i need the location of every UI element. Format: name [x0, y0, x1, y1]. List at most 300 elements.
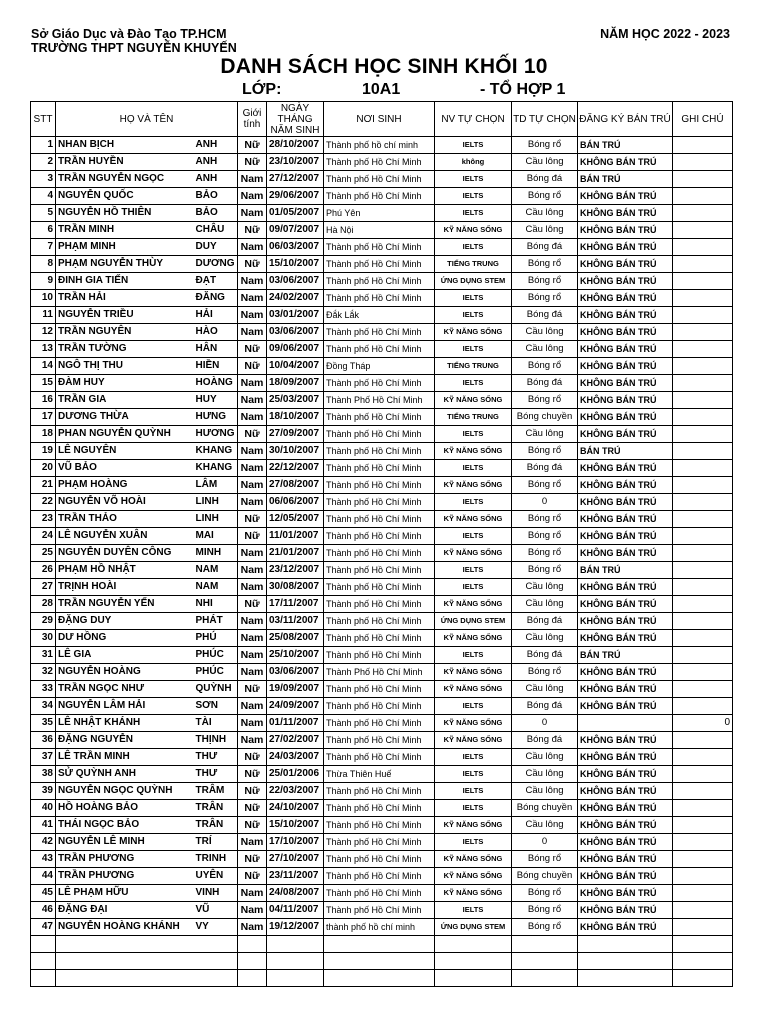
cell-given-name: MINH [194, 545, 238, 562]
cell-dob: 18/09/2007 [267, 375, 324, 392]
cell-td: Bóng rổ [512, 256, 578, 273]
cell-given-name: VY [194, 919, 238, 936]
cell-td: Bóng đá [512, 239, 578, 256]
cell-surname: TRẦN PHƯƠNG [56, 868, 194, 885]
cell-boarding: KHÔNG BÁN TRÚ [578, 307, 673, 324]
cell-boarding: KHÔNG BÁN TRÚ [578, 477, 673, 494]
cell-stt [31, 936, 56, 953]
table-row [31, 273, 733, 290]
cell-stt: 12 [31, 324, 56, 341]
cell-nv: KỸ NĂNG SỐNG [435, 443, 512, 460]
cell-gender: Nam [238, 919, 267, 936]
cell-gender: Nam [238, 324, 267, 341]
cell-birthplace: Thừa Thiên Huế [324, 766, 435, 783]
cell-nv: IELTS [435, 902, 512, 919]
cell-birthplace: Thành phố Hồ Chí Minh [324, 562, 435, 579]
cell-birthplace: Thành phố Hồ Chí Minh [324, 749, 435, 766]
table-row [31, 766, 733, 783]
cell-nv: IELTS [435, 766, 512, 783]
table-row [31, 902, 733, 919]
cell-stt: 9 [31, 273, 56, 290]
cell-surname: NGUYỄN TRIỀU [56, 307, 194, 324]
cell-given-name: TRÂN [194, 817, 238, 834]
cell-td: 0 [512, 715, 578, 732]
cell-given-name [194, 953, 238, 970]
cell-note [673, 358, 733, 375]
cell-gender [238, 970, 267, 987]
cell-birthplace: Thành phố Hồ Chí Minh [324, 460, 435, 477]
cell-nv: IELTS [435, 137, 512, 154]
table-row [31, 307, 733, 324]
cell-birthplace: Thành phố Hồ Chí Minh [324, 817, 435, 834]
cell-note [673, 477, 733, 494]
cell-boarding: BÁN TRÚ [578, 647, 673, 664]
cell-birthplace: Thành phố Hồ Chí Minh [324, 273, 435, 290]
cell-td: Bóng rổ [512, 902, 578, 919]
cell-given-name: ĐĂNG [194, 290, 238, 307]
cell-nv [435, 936, 512, 953]
table-row [31, 443, 733, 460]
cell-td: Bóng rổ [512, 851, 578, 868]
cell-surname: TRẦN NGUYỄN YẾN [56, 596, 194, 613]
cell-dob: 10/04/2007 [267, 358, 324, 375]
cell-note [673, 307, 733, 324]
cell-dob: 03/06/2007 [267, 324, 324, 341]
cell-surname: THÁI NGỌC BẢO [56, 817, 194, 834]
cell-stt: 39 [31, 783, 56, 800]
cell-birthplace: Thành Phố Hồ Chí Minh [324, 664, 435, 681]
cell-surname: LÊ TRẦN MINH [56, 749, 194, 766]
cell-given-name: HƯNG [194, 409, 238, 426]
cell-nv: TIẾNG TRUNG [435, 358, 512, 375]
cell-birthplace: Thành phố Hồ Chí Minh [324, 800, 435, 817]
cell-note [673, 545, 733, 562]
cell-birthplace: Thành phố Hồ Chí Minh [324, 715, 435, 732]
cell-surname: TRẦN NGUYÊN [56, 324, 194, 341]
cell-td: Cầu lông [512, 630, 578, 647]
student-table [30, 101, 733, 987]
cell-note [673, 154, 733, 171]
table-row [31, 647, 733, 664]
cell-td: Bóng rổ [512, 273, 578, 290]
cell-surname: VŨ BẢO [56, 460, 194, 477]
cell-boarding: KHÔNG BÁN TRÚ [578, 885, 673, 902]
cell-given-name: TRINH [194, 851, 238, 868]
cell-gender: Nam [238, 188, 267, 205]
cell-boarding: KHÔNG BÁN TRÚ [578, 256, 673, 273]
cell-dob: 01/05/2007 [267, 205, 324, 222]
cell-boarding [578, 715, 673, 732]
cell-surname: TRỊNH HOÀI [56, 579, 194, 596]
table-row [31, 358, 733, 375]
cell-boarding: KHÔNG BÁN TRÚ [578, 732, 673, 749]
cell-td: Cầu lông [512, 681, 578, 698]
table-row [31, 222, 733, 239]
cell-boarding: KHÔNG BÁN TRÚ [578, 868, 673, 885]
cell-dob: 25/03/2007 [267, 392, 324, 409]
table-row [31, 324, 733, 341]
cell-boarding: KHÔNG BÁN TRÚ [578, 154, 673, 171]
table-row [31, 154, 733, 171]
cell-birthplace: Hà Nội [324, 222, 435, 239]
table-row [31, 562, 733, 579]
cell-nv: IELTS [435, 528, 512, 545]
cell-nv: IELTS [435, 171, 512, 188]
cell-given-name: VŨ [194, 902, 238, 919]
cell-dob: 19/12/2007 [267, 919, 324, 936]
cell-gender: Nam [238, 494, 267, 511]
cell-birthplace: Thành phố Hồ Chí Minh [324, 545, 435, 562]
cell-surname: PHẠM MINH [56, 239, 194, 256]
cell-surname: LÊ NGUYÊN [56, 443, 194, 460]
cell-boarding: KHÔNG BÁN TRÚ [578, 545, 673, 562]
cell-stt: 33 [31, 681, 56, 698]
cell-note [673, 817, 733, 834]
cell-td [512, 953, 578, 970]
cell-gender: Nữ [238, 511, 267, 528]
cell-stt: 11 [31, 307, 56, 324]
cell-birthplace: Thành phố Hồ Chí Minh [324, 579, 435, 596]
cell-gender: Nam [238, 664, 267, 681]
cell-stt: 4 [31, 188, 56, 205]
cell-boarding: KHÔNG BÁN TRÚ [578, 919, 673, 936]
cell-td: Bóng rổ [512, 511, 578, 528]
cell-nv: IELTS [435, 307, 512, 324]
cell-gender: Nữ [238, 817, 267, 834]
cell-dob: 25/08/2007 [267, 630, 324, 647]
cell-dob: 22/12/2007 [267, 460, 324, 477]
cell-surname: ĐẶNG NGUYỄN [56, 732, 194, 749]
cell-gender: Nam [238, 205, 267, 222]
cell-gender: Nam [238, 392, 267, 409]
cell-nv: IELTS [435, 783, 512, 800]
cell-boarding: BÁN TRÚ [578, 443, 673, 460]
cell-note [673, 137, 733, 154]
cell-surname: TRẦN TƯỜNG [56, 341, 194, 358]
cell-nv: TIẾNG TRUNG [435, 256, 512, 273]
cell-boarding: KHÔNG BÁN TRÚ [578, 375, 673, 392]
cell-stt: 5 [31, 205, 56, 222]
cell-nv: IELTS [435, 647, 512, 664]
cell-nv: IELTS [435, 426, 512, 443]
cell-stt: 41 [31, 817, 56, 834]
cell-boarding: KHÔNG BÁN TRÚ [578, 766, 673, 783]
table-row [31, 392, 733, 409]
cell-dob: 23/10/2007 [267, 154, 324, 171]
cell-stt: 29 [31, 613, 56, 630]
cell-birthplace: Thành phố Hồ Chí Minh [324, 375, 435, 392]
header-name: HỌ VÀ TÊN [56, 102, 238, 137]
cell-nv: TIẾNG TRUNG [435, 409, 512, 426]
class-label: LỚP: [242, 81, 282, 98]
cell-stt: 44 [31, 868, 56, 885]
cell-given-name: ĐẠT [194, 273, 238, 290]
cell-surname: NGUYỄN NGỌC QUỲNH [56, 783, 194, 800]
cell-surname: ĐẶNG ĐẠI [56, 902, 194, 919]
cell-note [673, 460, 733, 477]
cell-dob: 28/10/2007 [267, 137, 324, 154]
cell-boarding: KHÔNG BÁN TRÚ [578, 222, 673, 239]
cell-boarding: KHÔNG BÁN TRÚ [578, 681, 673, 698]
cell-td: Bóng rổ [512, 885, 578, 902]
cell-birthplace: Đắk Lắk [324, 307, 435, 324]
table-row [31, 171, 733, 188]
cell-boarding: KHÔNG BÁN TRÚ [578, 528, 673, 545]
cell-dob: 27/10/2007 [267, 851, 324, 868]
cell-note [673, 290, 733, 307]
cell-td: Bóng đá [512, 307, 578, 324]
table-row [31, 409, 733, 426]
cell-gender: Nam [238, 409, 267, 426]
cell-nv: KỸ NĂNG SỐNG [435, 664, 512, 681]
cell-note [673, 664, 733, 681]
cell-surname: LÊ NHẬT KHÁNH [56, 715, 194, 732]
cell-boarding: KHÔNG BÁN TRÚ [578, 358, 673, 375]
cell-gender: Nam [238, 477, 267, 494]
cell-nv: KỸ NĂNG SỐNG [435, 596, 512, 613]
table-row [31, 239, 733, 256]
cell-given-name: HẢI [194, 307, 238, 324]
cell-nv: KỸ NĂNG SỐNG [435, 817, 512, 834]
cell-given-name: QUỲNH [194, 681, 238, 698]
cell-note [673, 596, 733, 613]
table-row [31, 290, 733, 307]
cell-td: Cầu lông [512, 324, 578, 341]
cell-td: Bóng rổ [512, 664, 578, 681]
cell-td: Bóng rổ [512, 919, 578, 936]
table-row [31, 205, 733, 222]
cell-gender: Nam [238, 562, 267, 579]
cell-boarding: KHÔNG BÁN TRÚ [578, 239, 673, 256]
table-row [31, 715, 733, 732]
cell-td: Cầu lông [512, 222, 578, 239]
header-note: GHI CHÚ [673, 102, 733, 137]
cell-nv: KỸ NĂNG SỐNG [435, 324, 512, 341]
cell-boarding: KHÔNG BÁN TRÚ [578, 494, 673, 511]
cell-stt: 27 [31, 579, 56, 596]
cell-td: Cầu lông [512, 749, 578, 766]
cell-given-name: BẢO [194, 205, 238, 222]
cell-stt: 28 [31, 596, 56, 613]
cell-stt: 7 [31, 239, 56, 256]
cell-td: Cầu lông [512, 596, 578, 613]
cell-note [673, 953, 733, 970]
cell-nv: không [435, 154, 512, 171]
cell-stt: 35 [31, 715, 56, 732]
cell-nv: IELTS [435, 290, 512, 307]
cell-stt: 16 [31, 392, 56, 409]
cell-td: Bóng rổ [512, 545, 578, 562]
table-row [31, 919, 733, 936]
cell-birthplace: Thành phố Hồ Chí Minh [324, 528, 435, 545]
cell-stt: 8 [31, 256, 56, 273]
cell-gender: Nam [238, 630, 267, 647]
cell-boarding: KHÔNG BÁN TRÚ [578, 409, 673, 426]
cell-dob: 30/10/2007 [267, 443, 324, 460]
cell-nv: KỸ NĂNG SỐNG [435, 222, 512, 239]
cell-birthplace: Thành phố Hồ Chí Minh [324, 477, 435, 494]
cell-dob: 23/11/2007 [267, 868, 324, 885]
cell-given-name [194, 936, 238, 953]
cell-td: Bóng rổ [512, 290, 578, 307]
cell-stt: 19 [31, 443, 56, 460]
cell-nv: ỨNG DỤNG STEM [435, 613, 512, 630]
cell-boarding: KHÔNG BÁN TRÚ [578, 392, 673, 409]
cell-birthplace: Thành phố Hồ Chí Minh [324, 443, 435, 460]
cell-given-name: TÀI [194, 715, 238, 732]
cell-birthplace: Đồng Tháp [324, 358, 435, 375]
cell-gender: Nam [238, 715, 267, 732]
cell-dob: 25/01/2006 [267, 766, 324, 783]
cell-dob: 03/06/2007 [267, 664, 324, 681]
cell-note [673, 630, 733, 647]
cell-stt: 46 [31, 902, 56, 919]
cell-birthplace [324, 970, 435, 987]
cell-gender: Nữ [238, 868, 267, 885]
cell-stt: 23 [31, 511, 56, 528]
cell-dob [267, 953, 324, 970]
cell-stt: 10 [31, 290, 56, 307]
cell-birthplace: Thành phố Hồ Chí Minh [324, 290, 435, 307]
cell-boarding: KHÔNG BÁN TRÚ [578, 290, 673, 307]
cell-surname: NGUYỄN HOÀNG KHÁNH [56, 919, 194, 936]
cell-nv: IELTS [435, 460, 512, 477]
table-row [31, 851, 733, 868]
cell-given-name: HIỀN [194, 358, 238, 375]
cell-birthplace: Thành phố Hồ Chí Minh [324, 154, 435, 171]
cell-note [673, 732, 733, 749]
cell-note: 0 [673, 715, 733, 732]
cell-note [673, 783, 733, 800]
cell-birthplace: Thành phố Hồ Chí Minh [324, 851, 435, 868]
table-row [31, 579, 733, 596]
cell-nv: IELTS [435, 494, 512, 511]
cell-note [673, 579, 733, 596]
cell-stt: 25 [31, 545, 56, 562]
cell-stt: 21 [31, 477, 56, 494]
cell-dob: 03/01/2007 [267, 307, 324, 324]
cell-note [673, 868, 733, 885]
school-name: TRƯỜNG THPT NGUYỄN KHUYẾN [31, 41, 237, 55]
cell-note [673, 188, 733, 205]
cell-boarding: KHÔNG BÁN TRÚ [578, 902, 673, 919]
table-row [31, 613, 733, 630]
cell-gender: Nữ [238, 783, 267, 800]
cell-note [673, 324, 733, 341]
cell-stt: 14 [31, 358, 56, 375]
cell-nv: IELTS [435, 205, 512, 222]
cell-nv [435, 970, 512, 987]
table-row [31, 749, 733, 766]
cell-birthplace: Phú Yên [324, 205, 435, 222]
cell-boarding: KHÔNG BÁN TRÚ [578, 511, 673, 528]
cell-dob: 27/02/2007 [267, 732, 324, 749]
cell-td: Bóng đá [512, 647, 578, 664]
cell-given-name: THỊNH [194, 732, 238, 749]
class-value: 10A1 [362, 81, 401, 98]
cell-td: Cầu lông [512, 579, 578, 596]
cell-surname: DƯ HỒNG [56, 630, 194, 647]
cell-gender: Nam [238, 375, 267, 392]
cell-gender: Nam [238, 545, 267, 562]
cell-note [673, 800, 733, 817]
cell-surname: LÊ NGUYỄN XUÂN [56, 528, 194, 545]
header-nv: NV TỰ CHỌN [435, 102, 512, 137]
cell-given-name: THƯ [194, 749, 238, 766]
cell-birthplace: Thành phố Hồ Chí Minh [324, 681, 435, 698]
cell-boarding: BÁN TRÚ [578, 562, 673, 579]
cell-given-name: ANH [194, 137, 238, 154]
cell-td: Bóng rổ [512, 562, 578, 579]
cell-stt: 20 [31, 460, 56, 477]
cell-stt: 42 [31, 834, 56, 851]
cell-surname: PHẠM HỒ NHẬT [56, 562, 194, 579]
cell-dob: 09/06/2007 [267, 341, 324, 358]
cell-dob: 27/09/2007 [267, 426, 324, 443]
cell-dob [267, 970, 324, 987]
cell-birthplace: Thành phố Hồ Chí Minh [324, 239, 435, 256]
cell-stt: 45 [31, 885, 56, 902]
cell-given-name: HÀO [194, 324, 238, 341]
cell-dob: 06/03/2007 [267, 239, 324, 256]
table-row [31, 460, 733, 477]
cell-gender: Nữ [238, 341, 267, 358]
cell-dob: 24/08/2007 [267, 885, 324, 902]
cell-boarding: KHÔNG BÁN TRÚ [578, 596, 673, 613]
cell-given-name: BẢO [194, 188, 238, 205]
header-dob: NGÀY THÁNG NĂM SINH [267, 102, 324, 137]
cell-stt: 15 [31, 375, 56, 392]
cell-given-name: MAI [194, 528, 238, 545]
cell-boarding: KHÔNG BÁN TRÚ [578, 460, 673, 477]
cell-boarding: KHÔNG BÁN TRÚ [578, 698, 673, 715]
cell-td: 0 [512, 494, 578, 511]
cell-surname: ĐÀM HUY [56, 375, 194, 392]
cell-dob: 06/06/2007 [267, 494, 324, 511]
cell-dob: 30/08/2007 [267, 579, 324, 596]
cell-surname: NGUYỄN HOÀNG [56, 664, 194, 681]
cell-gender: Nam [238, 307, 267, 324]
cell-dob: 01/11/2007 [267, 715, 324, 732]
cell-nv: KỸ NĂNG SỐNG [435, 715, 512, 732]
cell-birthplace: Thành phố Hồ Chí Minh [324, 868, 435, 885]
cell-given-name: LÂM [194, 477, 238, 494]
cell-gender: Nữ [238, 749, 267, 766]
cell-boarding: KHÔNG BÁN TRÚ [578, 579, 673, 596]
cell-stt: 3 [31, 171, 56, 188]
cell-birthplace: Thành phố Hồ Chí Minh [324, 426, 435, 443]
cell-birthplace: Thành Phố Hồ Chí Minh [324, 392, 435, 409]
cell-surname: NGUYỄN VÕ HOÀI [56, 494, 194, 511]
table-body [31, 137, 733, 987]
cell-gender [238, 953, 267, 970]
cell-birthplace: Thành phố Hồ Chí Minh [324, 171, 435, 188]
cell-nv: KỸ NĂNG SỐNG [435, 868, 512, 885]
cell-stt: 1 [31, 137, 56, 154]
cell-surname [56, 936, 194, 953]
header-td: TD TỰ CHỌN [512, 102, 578, 137]
cell-dob: 29/06/2007 [267, 188, 324, 205]
cell-nv: IELTS [435, 698, 512, 715]
cell-dob: 24/03/2007 [267, 749, 324, 766]
cell-td: Bóng đá [512, 732, 578, 749]
table-row [31, 256, 733, 273]
cell-birthplace: Thành phố Hồ Chí Minh [324, 613, 435, 630]
cell-surname [56, 970, 194, 987]
cell-given-name: PHÚ [194, 630, 238, 647]
cell-gender: Nam [238, 732, 267, 749]
cell-surname: TRẦN NGUYỄN NGỌC [56, 171, 194, 188]
